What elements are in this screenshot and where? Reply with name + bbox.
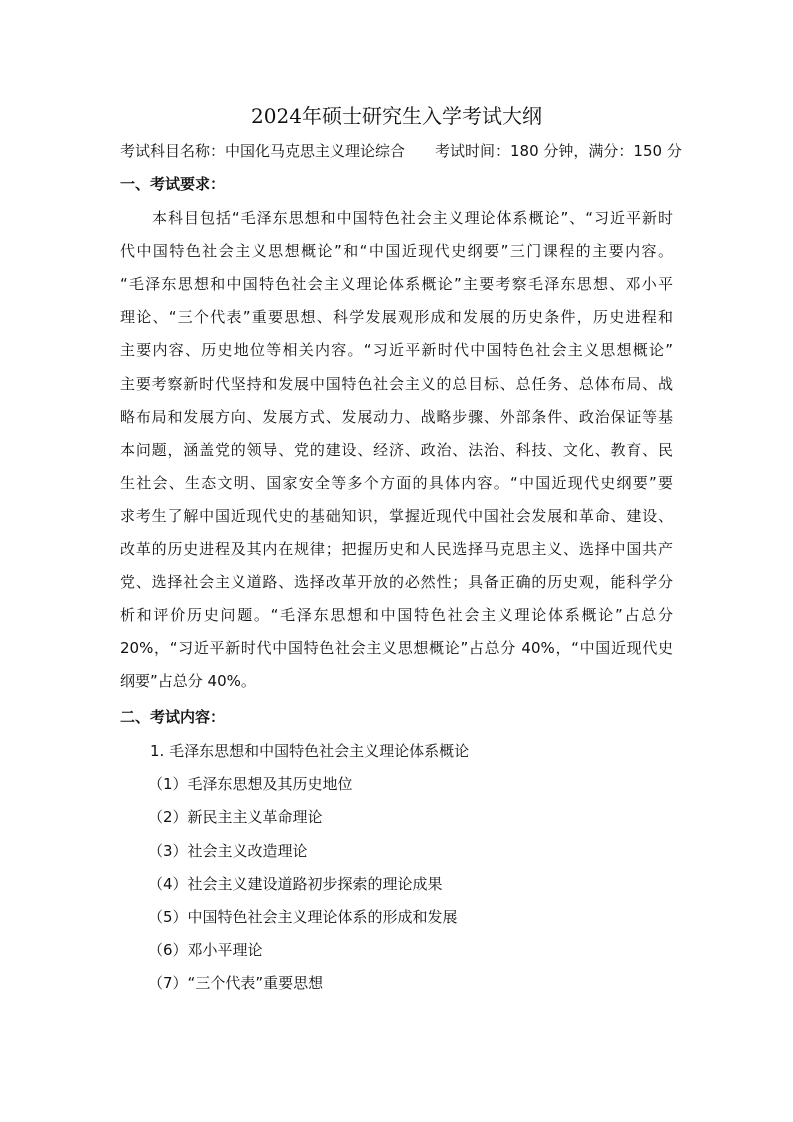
paragraph-line: 求考生了解中国近现代史的基础知识，掌握近现代中国社会发展和革命、建设、: [120, 506, 673, 525]
content-list-item: 1. 毛泽东思想和中国特色社会主义理论体系概论: [150, 742, 470, 760]
paragraph-line: 主要考察新时代坚持和发展中国特色社会主义的总目标、总任务、总体布局、战: [120, 374, 673, 393]
paragraph-line: 代中国特色社会主义思想概论”和“中国近现代史纲要”三门课程的主要内容。: [120, 242, 673, 261]
content-list-item: （7）“三个代表”重要思想: [148, 974, 324, 993]
paragraph-line: 改革的历史进程及其内在规律；把握历史和人民选择马克思主义、选择中国共产: [120, 540, 673, 558]
paragraph-line: 20%，“习近平新时代中国特色社会主义思想概论”占总分 40%，“中国近现代史: [120, 639, 673, 658]
paragraph-line: “毛泽东思想和中国特色社会主义理论体系概论”主要考察毛泽东思想、邓小平: [120, 275, 673, 294]
page-title: 2024年硕士研究生入学考试大纲: [251, 104, 542, 128]
content-list-item: （3）社会主义改造理论: [148, 841, 308, 860]
paragraph-line: 党、选择社会主义道路、选择改革开放的必然性；具备正确的历史观，能科学分: [120, 573, 673, 592]
paragraph-line: 主要内容、历史地位等相关内容。“习近平新时代中国特色社会主义思想概论”: [120, 341, 673, 360]
subject-line: [120, 141, 682, 161]
content-list-item: （6）邓小平理论: [148, 941, 263, 960]
section-heading-requirements: 一、考试要求：: [120, 175, 226, 193]
paragraph-line: 理论、“三个代表”重要思想、科学发展观形成和发展的历史条件，历史进程和: [120, 308, 673, 327]
section-heading-content: 二、考试内容：: [120, 708, 226, 726]
content-list-item: （5）中国特色社会主义理论体系的形成和发展: [148, 908, 458, 926]
paragraph-line: 本科目包括“毛泽东思想和中国特色社会主义理论体系概论”、“习近平新时: [120, 209, 673, 227]
paragraph-line: 纲要”占总分 40%。: [120, 672, 256, 691]
paragraph-line: 生社会、生态文明、国家安全等多个方面的具体内容。“中国近现代史纲要”要: [120, 473, 673, 492]
exam-time-score: 考试时间：180 分钟，满分：150 分: [435, 142, 682, 160]
paragraph-line: 析和评价历史问题。“毛泽东思想和中国特色社会主义理论体系概论”占总分: [120, 606, 673, 625]
paragraph-line: 略布局和发展方向、发展方式、发展动力、战略步骤、外部条件、政治保证等基: [120, 407, 673, 426]
content-list-item: （4）社会主义建设道路初步探索的理论成果: [148, 874, 443, 893]
paragraph-line: 本问题，涵盖党的领导、党的建设、经济、政治、法治、科技、文化、教育、民: [120, 440, 673, 459]
content-list-item: （2）新民主主义革命理论: [148, 808, 323, 827]
exam-subject: 考试科目名称：中国化马克思主义理论综合: [120, 142, 406, 160]
content-list-item: （1）毛泽东思想及其历史地位: [148, 775, 353, 794]
